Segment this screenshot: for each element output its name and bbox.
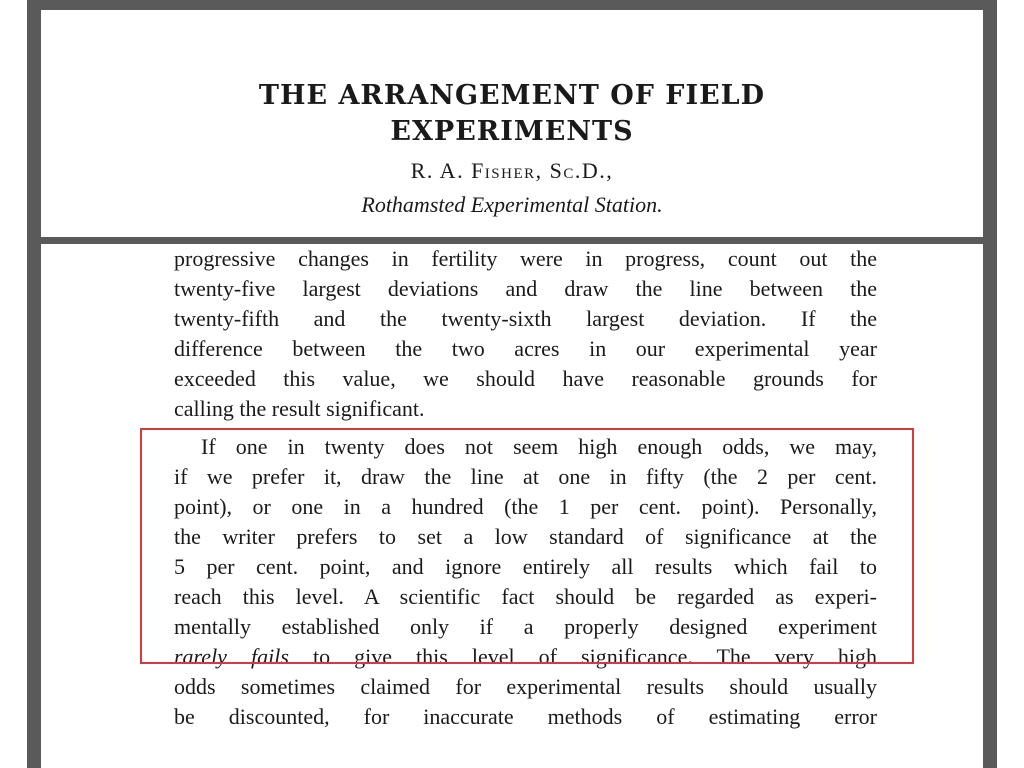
italic-emphasis: rarely fails <box>174 644 289 669</box>
title-panel <box>41 10 983 237</box>
text-line: calling the result significant. <box>174 396 425 421</box>
paper-title-line-1: THE ARRANGEMENT OF FIELD <box>258 80 766 111</box>
text-line: exceeded this value, we should have reasonable grounds for <box>174 366 877 391</box>
text-line: the writer prefers to set a low standard of significance at the <box>174 524 877 549</box>
text-line: 5 per cent. point, and ignore entirely all results which fail to <box>174 554 877 579</box>
text-line: difference between the two acres in our experimental year <box>174 336 877 361</box>
author-line: R. A. Fisher, Sc.D., <box>410 158 614 183</box>
highlight-box <box>140 428 914 664</box>
paper-title-line-2: EXPERIMENTS <box>390 116 634 147</box>
text-line: mentally established only if a properly designed experiment <box>174 614 877 639</box>
text-line: odds sometimes claimed for experimental results should usually <box>174 674 877 699</box>
text-line: twenty-fifth and the twenty-sixth largest deviation. If the <box>174 306 877 331</box>
text-line: reach this level. A scientific fact should be regarded as experi- <box>174 584 877 609</box>
text-line: if we prefer it, draw the line at one in fifty (the 2 per cent. <box>174 464 877 489</box>
text-line: point), or one in a hundred (the 1 per cent. point). Personally, <box>174 494 877 519</box>
text-line: progressive changes in fertility were in progress, count out the <box>174 246 877 271</box>
text-span: to give this level of significance. The very high <box>288 644 877 669</box>
excerpt-panel <box>41 244 983 768</box>
text-line: If one in twenty does not seem high enough odds, we may, <box>201 434 877 459</box>
text-line: twenty-five largest deviations and draw the line between the <box>174 276 877 301</box>
affiliation-line: Rothamsted Experimental Station. <box>361 192 663 217</box>
text-line: be discounted, for inaccurate methods of estimating error <box>174 704 877 729</box>
